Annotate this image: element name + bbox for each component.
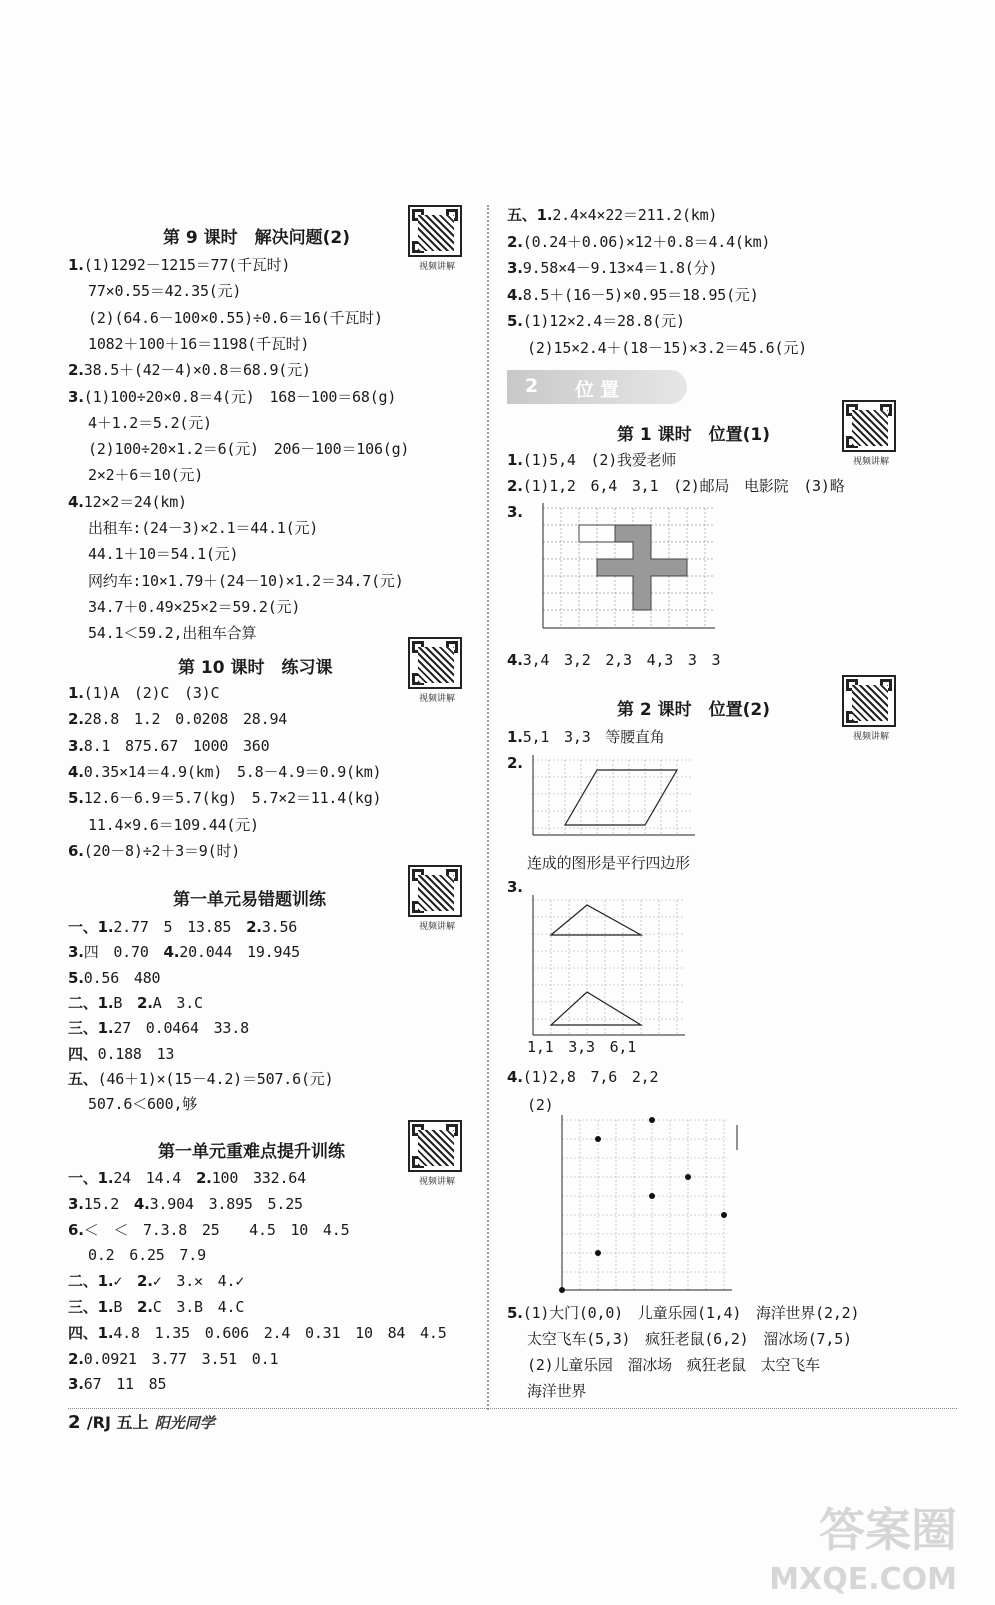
answer-line bbox=[68, 492, 187, 512]
answer-text: ＜ ＜ 7.3.8 25 4.5 10 4.5 bbox=[83, 1220, 350, 1239]
answer-text: A 3.C bbox=[152, 993, 203, 1012]
item-number: 4. bbox=[133, 1194, 150, 1213]
answer-line bbox=[527, 338, 807, 358]
answer-text: ✓ bbox=[113, 1272, 137, 1291]
answer-line bbox=[88, 597, 300, 617]
item-number: 4. bbox=[507, 1068, 523, 1086]
answer-line bbox=[68, 917, 297, 937]
answer-line bbox=[68, 1044, 174, 1064]
answer-line bbox=[68, 1271, 244, 1291]
answer-text: (2)儿童乐园 溜冰场 疯狂老鼠 太空飞车 bbox=[527, 1356, 820, 1374]
answer-text: 连成的图形是平行四边形 bbox=[527, 854, 690, 872]
answer-text: 0.35×14＝4.9(km) 5.8－4.9＝0.9(km) bbox=[83, 762, 382, 781]
section-title: 第一单元易错题训练 bbox=[173, 890, 326, 910]
answer-line bbox=[88, 1094, 197, 1114]
answer-text: 海洋世界 bbox=[527, 1382, 587, 1400]
answer-text: (1)2,8 7,6 2,2 bbox=[522, 1068, 659, 1086]
item-number: 5. bbox=[507, 312, 523, 330]
answer-text: 9.58×4－9.13×4＝1.8(分) bbox=[522, 259, 718, 277]
answer-text: 四 0.70 bbox=[83, 943, 164, 962]
item-number: 4. bbox=[163, 943, 180, 962]
answer-text: 15.2 bbox=[83, 1194, 134, 1213]
answer-text: 507.6＜600,够 bbox=[88, 1095, 198, 1114]
answer-text: (1)大门(0,0) 儿童乐园(1,4) 海洋世界(2,2) bbox=[522, 1304, 860, 1322]
item-number: 三、1. bbox=[68, 1019, 114, 1038]
answer-text: (20－8)÷2＋3＝9(时) bbox=[83, 841, 241, 860]
item-number: 4. bbox=[68, 762, 84, 781]
item-number: 3. bbox=[68, 943, 84, 962]
answer-text: (1)100÷20×0.8＝4(元) 168－100＝68(g) bbox=[83, 387, 397, 406]
item-number: 5. bbox=[68, 968, 84, 987]
unit-name: 位置 bbox=[575, 379, 626, 401]
answer-line bbox=[507, 311, 685, 331]
answer-line bbox=[68, 683, 219, 703]
triangle-figure bbox=[523, 895, 688, 1045]
qr-caption: 视频讲解 bbox=[852, 457, 889, 467]
answer-line bbox=[68, 1374, 166, 1394]
answer-line bbox=[507, 476, 845, 496]
answer-line bbox=[68, 1220, 349, 1240]
answer-text: 0.188 13 bbox=[97, 1044, 175, 1063]
qr-code[interactable] bbox=[842, 675, 900, 742]
section-title: 第 9 课时 解决问题(2) bbox=[163, 228, 351, 248]
item-number: 二、1. bbox=[68, 993, 114, 1012]
answer-text: 0.2 6.25 7.9 bbox=[88, 1246, 206, 1265]
item-number: 1. bbox=[68, 684, 84, 702]
answer-line bbox=[68, 709, 287, 729]
item-number: 2. bbox=[68, 361, 84, 380]
item-number: 3. bbox=[68, 736, 84, 755]
item-number: 5. bbox=[507, 1304, 523, 1322]
answer-text: 3,4 3,2 2,3 4,3 3 3 bbox=[522, 651, 721, 669]
answer-text: 4.8 1.35 0.606 2.4 0.31 10 84 4.5 bbox=[113, 1323, 447, 1342]
answer-text: 38.5＋(42－4)×0.8＝68.9(元) bbox=[83, 361, 311, 380]
item-number: 五、 bbox=[68, 1069, 98, 1088]
answer-text: (2)100÷20×1.2＝6(元) 206－100＝106(g) bbox=[88, 440, 410, 459]
answer-line bbox=[507, 877, 523, 897]
unit-banner bbox=[507, 370, 687, 404]
qr-caption: 视频讲解 bbox=[418, 262, 455, 272]
answer-text: (2)(64.6－100×0.55)÷0.6＝16(千瓦时) bbox=[88, 308, 383, 327]
answer-text: 24 14.4 bbox=[113, 1169, 196, 1187]
item-number: 1. bbox=[68, 256, 84, 274]
answer-line bbox=[527, 853, 690, 873]
answer-line bbox=[68, 841, 240, 861]
answer-line bbox=[88, 281, 241, 301]
answer-line bbox=[68, 788, 381, 808]
answer-text: (2) bbox=[527, 1096, 554, 1114]
item-number: 2. bbox=[195, 1169, 212, 1187]
answer-line bbox=[507, 285, 759, 305]
answer-text: 出租车:(24－3)×2.1＝44.1(元) bbox=[88, 519, 319, 537]
item-number: 四、1. bbox=[68, 1323, 114, 1342]
answer-text: 54.1＜59.2,出租车合算 bbox=[88, 624, 257, 643]
answer-line bbox=[68, 736, 269, 756]
answer-line bbox=[68, 942, 300, 962]
answer-text: 8.1 875.67 1000 360 bbox=[83, 736, 270, 755]
answer-text: 1082＋100＋16＝1198(千瓦时) bbox=[88, 334, 310, 353]
item-number: 3. bbox=[507, 259, 523, 277]
answer-line bbox=[68, 1349, 278, 1369]
brand-logo: 阳光同学 bbox=[154, 1414, 215, 1432]
answer-line bbox=[88, 815, 259, 835]
section-title: 第 10 课时 练习课 bbox=[178, 658, 333, 678]
answer-line bbox=[88, 413, 212, 433]
answer-text: 11.4×9.6＝109.44(元) bbox=[88, 815, 259, 834]
item-number: 2. bbox=[507, 477, 523, 495]
qr-code[interactable] bbox=[408, 637, 466, 704]
answer-text: 2.4×4×22＝211.2(km) bbox=[552, 206, 718, 224]
qr-code[interactable] bbox=[408, 205, 466, 272]
answer-text: (2)15×2.4＋(18－15)×3.2＝45.6(元) bbox=[527, 338, 807, 357]
answer-text: C 3.B 4.C bbox=[152, 1298, 245, 1316]
answer-line bbox=[507, 753, 523, 773]
item-number: 2. bbox=[136, 1298, 153, 1316]
qr-code[interactable] bbox=[842, 400, 900, 467]
answer-line bbox=[507, 205, 717, 225]
qr-code[interactable] bbox=[408, 865, 466, 932]
answer-line bbox=[507, 232, 770, 252]
answer-text: 5,1 3,3 等腰直角 bbox=[522, 728, 665, 746]
qr-caption: 视频讲解 bbox=[418, 1177, 455, 1187]
item-number: 1. bbox=[507, 728, 523, 746]
answer-text: (0.24＋0.06)×12＋0.8＝4.4(km) bbox=[522, 232, 771, 251]
answer-text: 0.56 480 bbox=[83, 968, 161, 987]
item-number: 2. bbox=[507, 232, 523, 251]
item-number: 一、1. bbox=[68, 1169, 114, 1187]
answer-text: 20.044 19.945 bbox=[179, 943, 301, 962]
answer-line bbox=[88, 439, 409, 459]
answer-line bbox=[68, 1194, 303, 1214]
answer-line bbox=[527, 1381, 586, 1401]
item-number: 2. bbox=[68, 710, 84, 729]
answer-line bbox=[507, 502, 523, 522]
item-number: 一、1. bbox=[68, 918, 114, 936]
answer-text: (1)1292－1215＝77(千瓦时) bbox=[83, 256, 291, 274]
book-series: /RJ 五上 bbox=[86, 1413, 149, 1432]
item-number: 3. bbox=[68, 1375, 84, 1394]
answer-text: 12.6－6.9＝5.7(kg) 5.7×2＝11.4(kg) bbox=[83, 789, 382, 808]
answer-line bbox=[68, 1323, 447, 1343]
watermark bbox=[769, 1505, 957, 1605]
answer-text: B bbox=[113, 1298, 137, 1316]
answer-line bbox=[88, 518, 318, 538]
item-number: 4. bbox=[507, 285, 523, 304]
unit-number: 2 bbox=[525, 375, 539, 397]
item-number: 3. bbox=[68, 387, 84, 406]
answer-text: B bbox=[113, 993, 137, 1012]
answer-line bbox=[68, 360, 311, 380]
answer-line bbox=[527, 1329, 852, 1349]
answer-line bbox=[68, 387, 396, 407]
item-number: 1. bbox=[507, 451, 523, 469]
item-number: 4. bbox=[507, 651, 523, 669]
answer-line bbox=[68, 1168, 306, 1188]
answer-text: 0.0921 3.77 3.51 0.1 bbox=[83, 1349, 279, 1368]
item-number: 4. bbox=[68, 492, 84, 511]
answer-line bbox=[88, 465, 203, 485]
answer-text: 100 332.64 bbox=[211, 1169, 306, 1187]
answer-line bbox=[88, 308, 383, 328]
section-title: 第 1 课时 位置(1) bbox=[617, 425, 771, 445]
answer-line bbox=[527, 1355, 820, 1375]
answer-line bbox=[88, 334, 309, 354]
answer-text: 28.8 1.2 0.0208 28.94 bbox=[83, 710, 288, 729]
answer-text: 1,1 3,3 6,1 bbox=[527, 1038, 637, 1056]
answer-line bbox=[88, 623, 256, 643]
answer-line bbox=[507, 650, 720, 670]
answer-line bbox=[507, 258, 717, 278]
watermark-url: MXQE.COM bbox=[769, 1562, 957, 1597]
answer-text: 3.56 bbox=[261, 918, 298, 936]
answer-line bbox=[68, 255, 290, 275]
answer-line bbox=[68, 1018, 249, 1038]
answer-text: 8.5＋(16－5)×0.95＝18.95(元) bbox=[522, 285, 759, 304]
item-number: 2. bbox=[136, 1272, 153, 1291]
section-title: 第一单元重难点提升训练 bbox=[158, 1142, 345, 1162]
answer-text: 67 11 85 bbox=[83, 1375, 167, 1394]
column-divider bbox=[487, 205, 489, 1410]
item-number: 3. bbox=[68, 1194, 84, 1213]
parallelogram-figure bbox=[523, 755, 698, 845]
item-number: 3. bbox=[507, 878, 523, 896]
answer-line bbox=[68, 1069, 333, 1089]
footer-rule bbox=[68, 1408, 957, 1409]
answer-line bbox=[88, 1245, 206, 1265]
answer-line bbox=[88, 544, 238, 564]
answer-text: (1)5,4 (2)我爱老师 bbox=[522, 451, 677, 469]
answer-line bbox=[507, 727, 665, 747]
answer-text: 12×2＝24(km) bbox=[83, 492, 187, 511]
answer-text: 44.1＋10＝54.1(元) bbox=[88, 545, 239, 564]
item-number: 四、 bbox=[68, 1044, 98, 1063]
answer-text: 网约车:10×1.79＋(24－10)×1.2＝34.7(元) bbox=[88, 571, 404, 590]
answer-line bbox=[68, 762, 381, 782]
answer-text: (1)1,2 6,4 3,1 (2)邮局 电影院 (3)略 bbox=[522, 477, 845, 495]
answer-line bbox=[507, 1067, 658, 1087]
answer-text: (46＋1)×(15－4.2)＝507.6(元) bbox=[97, 1069, 334, 1088]
item-number: 6. bbox=[68, 1220, 84, 1239]
answer-line bbox=[507, 1303, 859, 1323]
qr-caption: 视频讲解 bbox=[418, 922, 455, 932]
item-number: 2. bbox=[507, 754, 523, 772]
answer-text: 2×2＋6＝10(元) bbox=[88, 466, 204, 485]
qr-caption: 视频讲解 bbox=[852, 732, 889, 742]
item-number: 6. bbox=[68, 841, 84, 860]
item-number: 5. bbox=[68, 789, 84, 808]
answer-line bbox=[68, 968, 160, 988]
cross-grid-figure bbox=[523, 503, 723, 643]
item-number: 五、1. bbox=[507, 206, 553, 224]
item-number: 二、1. bbox=[68, 1272, 114, 1291]
answer-line bbox=[68, 993, 203, 1013]
answer-text: 3.904 3.895 5.25 bbox=[149, 1194, 303, 1213]
item-number: 2. bbox=[136, 993, 153, 1012]
answer-text: 34.7＋0.49×25×2＝59.2(元) bbox=[88, 597, 301, 616]
answer-line bbox=[68, 1297, 244, 1317]
item-number: 3. bbox=[507, 503, 523, 521]
answer-text: 太空飞车(5,3) 疯狂老鼠(6,2) 溜冰场(7,5) bbox=[527, 1330, 852, 1348]
answer-line bbox=[507, 450, 676, 470]
section-title: 第 2 课时 位置(2) bbox=[617, 700, 771, 720]
item-number: 2. bbox=[68, 1349, 84, 1368]
answer-text: 27 0.0464 33.8 bbox=[113, 1019, 249, 1038]
item-number: 2. bbox=[246, 918, 262, 936]
qr-code[interactable] bbox=[408, 1120, 466, 1187]
watermark-title: 答案圈 bbox=[819, 1503, 957, 1557]
page-footer bbox=[68, 1410, 215, 1433]
answer-text: 77×0.55＝42.35(元) bbox=[88, 282, 242, 301]
page-number: 2 bbox=[68, 1412, 81, 1433]
map-figure bbox=[547, 1110, 757, 1300]
item-number: 三、1. bbox=[68, 1298, 114, 1316]
answer-text: (1)A (2)C (3)C bbox=[83, 684, 220, 702]
answer-line bbox=[88, 571, 404, 591]
answer-text: (1)12×2.4＝28.8(元) bbox=[522, 312, 685, 330]
answer-text: 4＋1.2＝5.2(元) bbox=[88, 413, 212, 432]
answer-text: ✓ 3.✕ 4.✓ bbox=[152, 1272, 245, 1291]
answer-text: 2.77 5 13.85 bbox=[113, 918, 247, 936]
qr-caption: 视频讲解 bbox=[418, 694, 455, 704]
